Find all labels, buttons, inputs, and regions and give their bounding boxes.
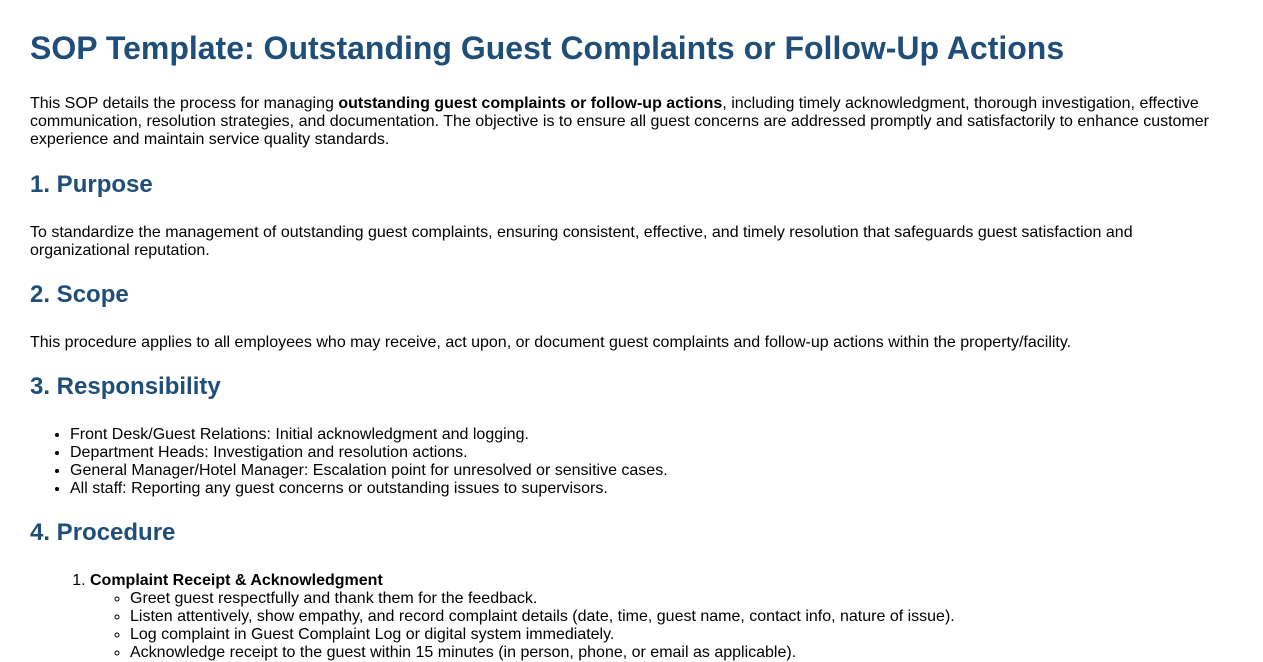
responsibility-item: • General Manager/Hotel Manager: Escalation point for unresolved or sensitive cases. bbox=[70, 462, 1233, 480]
procedure-step bbox=[90, 572, 1233, 662]
scope-text: This procedure applies to all employees who may receive, act upon, or document guest complaints and follow-up actions within the property/facility. bbox=[30, 334, 1072, 351]
purpose-heading: 1. Purpose bbox=[30, 171, 153, 198]
procedure-substep: ◦ Acknowledge receipt to the guest within 15 minutes (in person, phone, or email as applicable). bbox=[130, 644, 1233, 662]
responsibility-list bbox=[30, 426, 1233, 498]
responsibility-heading: 3. Responsibility bbox=[30, 373, 221, 400]
procedure-list bbox=[30, 572, 1233, 662]
intro-text-start: This SOP details the process for managing bbox=[30, 95, 339, 112]
procedure-substep: ◦ Listen attentively, show empathy, and record complaint details (date, time, guest name, contact info, nature of issue). bbox=[130, 608, 1233, 626]
procedure-substep: ◦ Greet guest respectfully and thank them for the feedback. bbox=[130, 590, 1233, 608]
procedure-heading: 4. Procedure bbox=[30, 519, 176, 546]
intro-emphasis: outstanding guest complaints or follow-up actions bbox=[338, 95, 723, 112]
page-title: SOP Template: Outstanding Guest Complaints or Follow-Up Actions bbox=[30, 30, 1065, 66]
intro-paragraph bbox=[30, 95, 1233, 149]
sop-document bbox=[0, 28, 1263, 662]
responsibility-item: • All staff: Reporting any guest concerns or outstanding issues to supervisors. bbox=[70, 480, 1233, 498]
responsibility-item: • Front Desk/Guest Relations: Initial acknowledgment and logging. bbox=[70, 426, 1233, 444]
responsibility-item: • Department Heads: Investigation and resolution actions. bbox=[70, 444, 1233, 462]
purpose-text: To standardize the management of outstanding guest complaints, ensuring consistent, effective, and timely resolution that safeguards guest satisfaction and organizational reputation. bbox=[30, 224, 1133, 259]
procedure-substep-list bbox=[90, 590, 1233, 662]
intro-text-end: , including timely acknowledgment, thorough investigation, effective communication, resolution strategies, and documentation. The objective is to ensure all guest concerns are addressed promptly and satisfactorily to enhance customer experience and maintain service quality standards. bbox=[30, 95, 1210, 148]
scope-heading: 2. Scope bbox=[30, 281, 129, 308]
procedure-substep: ◦ Log complaint in Guest Complaint Log or digital system immediately. bbox=[130, 626, 1233, 644]
procedure-step-title: Complaint Receipt & Acknowledgment bbox=[90, 572, 383, 589]
